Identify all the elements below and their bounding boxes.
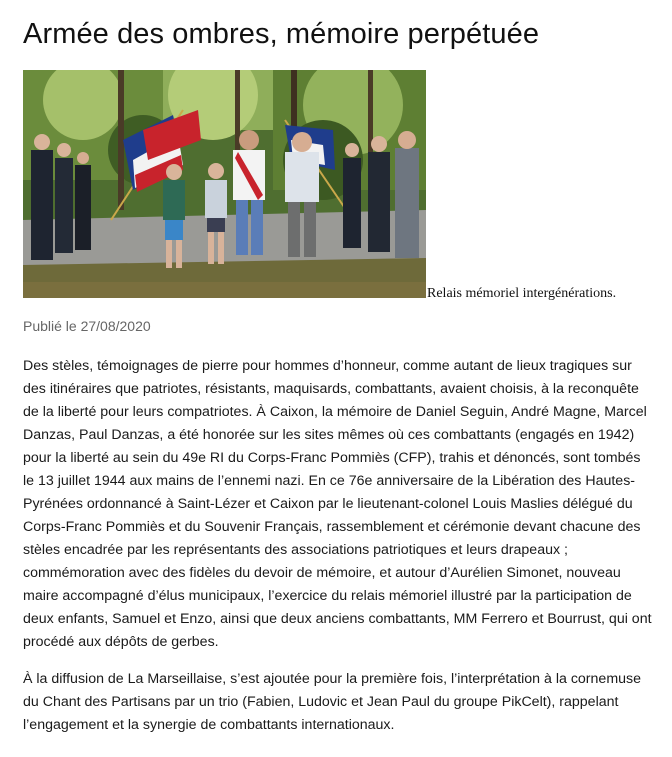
article-paragraph: Des stèles, témoignages de pierre pour hommes d’honneur, comme autant de lieux tragiques sur des itinéraires que patriotes, résistants, maquisards, combattants, avaient choisis, à la reconquête de la liberté pour leurs compatriotes. À Caixon, la mémoire de Daniel Seguin, André Magne, Marcel Danzas, Paul Danzas, a été honorée sur les sites mêmes où ces combattants (engagés en 1942) pour la liberté au sein du 49e RI du Corps-Franc Pommiès (CFP), trahis et dénoncés, sont tombés le 13 juillet 1944 aux mains de l’ennemi nazi. En ce 76e anniversaire de la Libération des Hautes-Pyrénées ordonnancé à Saint-Lézer et Caixon par le lieutenant-colonel Louis Maslies délégué du Corps-Franc Pommiès et du Souvenir Français, rassemblement et cérémonie devant chacune des stèles encadrée par les représentants des associations patriotiques et leurs drapeaux ; commémoration avec des fidèles du devoir de mémoire, et autour d’Aurélien Simonet, nouveau maire accompagné d’élus municipaux, l’exercice du relais mémoriel illustré par la participation de deux enfants, Samuel et Enzo, ainsi que deux anciens combattants, MM Ferrero et Bourrust, qui ont procédé aux dépôts de gerbes. xyxy=(23,358,652,650)
article-figure xyxy=(23,70,653,300)
article-paragraph: À la diffusion de La Marseillaise, s’est ajoutée pour la première fois, l’interprétation à la cornemuse du Chant des Partisans par un trio (Fabien, Ludovic et Jean Paul du groupe PikCelt), rappelant l’engagement et la synergie de combattants internationaux. xyxy=(23,671,642,733)
image-caption: Relais mémoriel intergénérations. xyxy=(427,286,617,301)
publish-date: Publié le 27/08/2020 xyxy=(23,318,151,334)
article-title: Armée des ombres, mémoire perpétuée xyxy=(23,18,540,50)
ceremony-photo[interactable] xyxy=(23,70,426,298)
